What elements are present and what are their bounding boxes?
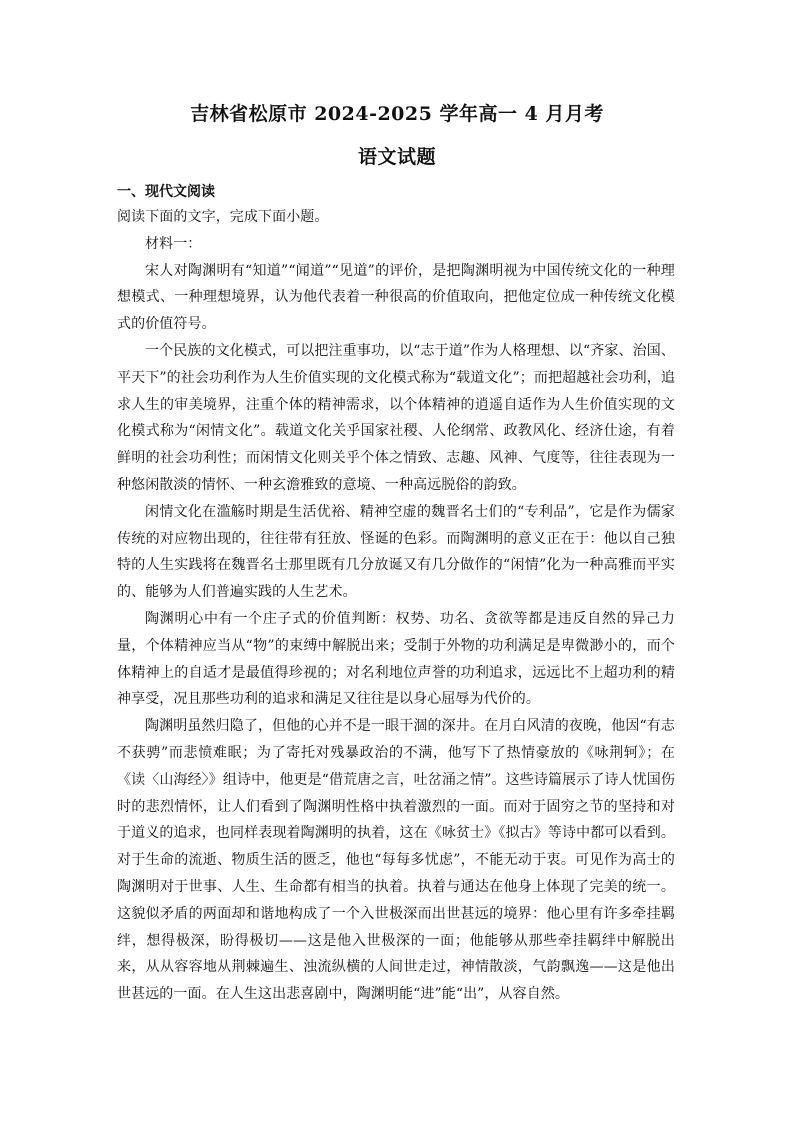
document-body: [117, 204, 675, 1008]
paragraph-3: 闲情文化在滥觞时期是生活优裕、精神空虚的魏晋名士们的“专利品”，它是作为儒家传统的对应物出现的，往往带有狂放、怪诞的色彩。而陶渊明的意义正在于：他以自己独特的人生实践将在魏晋名士那里既有几分放诞又有几分做作的“闲情”化为一种高雅而平实的、能够为人们普遍实践的人生艺术。: [117, 503, 675, 601]
section-heading: 一、现代文阅读: [117, 184, 215, 200]
document-subtitle: 语文试题: [357, 146, 436, 168]
paragraph-5: 陶渊明虽然归隐了，但他的心并不是一眼干涸的深井。在月白风清的夜晚，他因“有志不获骋”而悲愤难眠；为了寄托对残暴政治的不满，他写下了热情豪放的《咏荆轲》；在《读〈山海经〉》组诗中，他更是“借荒唐之言，吐岔涌之情”。这些诗篇展示了诗人忧国伤时的悲烈情怀，让人们看到了陶渊明性格中执着激烈的一面。而对于固穷之节的坚持和对于道义的追求，也同样表现着陶渊明的执着，这在《咏贫士》《拟古》等诗中都可以看到。对于生命的流逝、物质生活的匮乏，他也“每每多忧虑”，不能无动于衷。可见作为高士的陶渊明对于世事、人生、生命都有相当的执着。执着与通达在他身上体现了完美的统一。这貌似矛盾的两面却和谐地构成了一个入世极深而出世甚远的境界：他心里有许多牵挂羁绊，想得极深，盼得极切——这是他入世极深的一面；他能够从那些牵挂羁绊中解脱出来，从从容容地从荆棘遍生、浊流纵横的人间世走过，神情散淡，气韵飘逸——这是他出世甚远的一面。在人生这出悲喜剧中，陶渊明能“进”能“出”，从容自然。: [117, 718, 675, 1003]
document-title: 吉林省松原市 2024-2025 学年高一 4 月月考: [190, 103, 604, 125]
paragraph-1: 宋人对陶渊明有“知道”“闻道”“见道”的评价，是把陶渊明视为中国传统文化的一种理想模式、一种理想境界，认为他代表着一种很高的价值取向，把他定位成一种传统文化模式的价值符号。: [117, 262, 675, 333]
instruction-text: 阅读下面的文字，完成下面小题。: [117, 209, 329, 225]
paragraph-2: 一个民族的文化模式，可以把注重事功，以“志于道”作为人格理想、以“齐家、治国、平天下”的社会功利作为人生价值实现的文化模式称为“载道文化”；而把超越社会功利，追求人生的审美境界，注重个体的精神需求，以个体精神的逍遥自适作为人生价值实现的文化模式称为“闲情文化”。载道文化关乎国家社稷、人伦纲常、政教风化、经济仕途，有着鲜明的社会功利性；而闲情文化则关乎个体之情致、志趣、风神、气度等，往往表现为一种悠闲散淡的情怀、一种玄澹雅致的意境、一种高远脱俗的韵致。: [117, 342, 675, 493]
paragraph-4: 陶渊明心中有一个庄子式的价值判断：权势、功名、贪欲等都是违反自然的异己力量，个体精神应当从“物”的束缚中解脱出来；受制于外物的功利满足是卑微渺小的，而个体精神上的自适才是最值得珍视的；对名利地位声誉的功利追求，远远比不上超功利的精神享受，况且那些功利的追求和满足又往往是以身心屈辱为代价的。: [117, 610, 675, 708]
material-label: 材料一：: [145, 235, 202, 252]
